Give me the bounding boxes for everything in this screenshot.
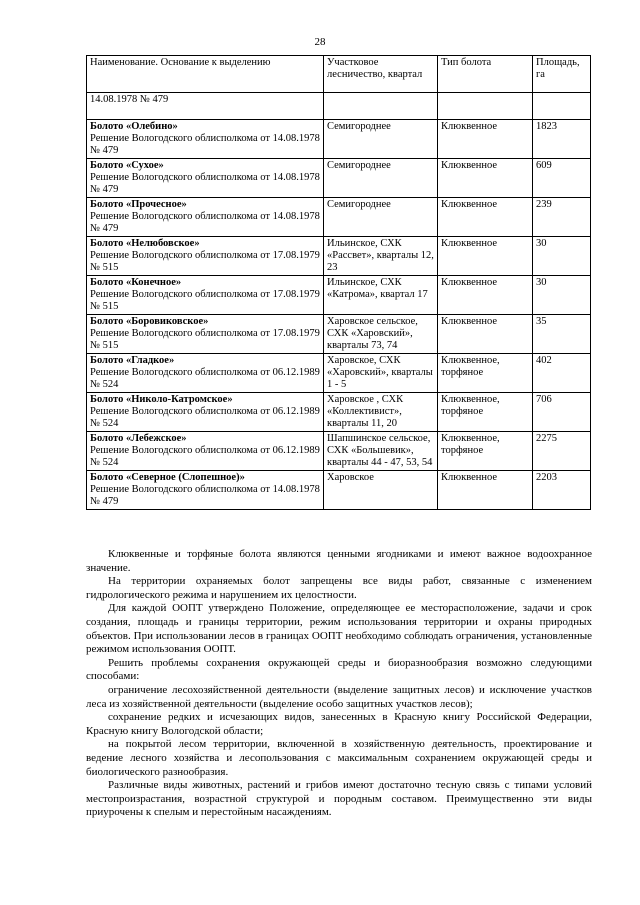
table-row xyxy=(87,276,591,315)
paragraph: Для каждой ООПТ утверждено Положение, определяющее ее месторасположение, задачи и срок создания, площадь и границы территории, режим использования территории и охраны природных объектов. При использовании лесов в границах ООПТ необходимо соблюдать ограничения, установленные режимом использования ООПТ. xyxy=(86,602,592,656)
bog-type-cell: Клюквенное xyxy=(438,471,533,510)
bog-basis: Решение Вологодского облисполкома от 17.08.1979 № 515 xyxy=(90,289,320,312)
area-cell: 2275 xyxy=(533,432,591,471)
bog-basis: Решение Вологодского облисполкома от 06.12.1989 № 524 xyxy=(90,406,320,429)
bog-name: Болото «Боровиковское» xyxy=(90,316,209,327)
bog-type-cell: Клюквенное xyxy=(438,120,533,159)
bog-basis: Решение Вологодского облисполкома от 14.08.1978 № 479 xyxy=(90,484,320,507)
bog-name-cell xyxy=(87,159,324,198)
table-row xyxy=(87,432,591,471)
bog-basis: Решение Вологодского облисполкома от 06.12.1989 № 524 xyxy=(90,367,320,390)
bog-type-cell: Клюквенное, торфяное xyxy=(438,354,533,393)
bog-name-cell xyxy=(87,120,324,159)
bog-basis: Решение Вологодского облисполкома от 17.08.1979 № 515 xyxy=(90,328,320,351)
paragraph: Клюквенные и торфяные болота являются ценными ягодниками и имеют важное водоохранное значение. xyxy=(86,548,592,574)
table-row xyxy=(87,315,591,354)
bog-name-cell xyxy=(87,315,324,354)
area-cell: 30 xyxy=(533,276,591,315)
bog-type-cell: Клюквенное xyxy=(438,276,533,315)
bog-name-cell xyxy=(87,237,324,276)
header-type: Тип болота xyxy=(438,56,533,93)
area-cell: 402 xyxy=(533,354,591,393)
table-row-continuation xyxy=(87,93,591,120)
table-row xyxy=(87,237,591,276)
forestry-cell: Харовское, СХК «Харовский», кварталы 1 - 5 xyxy=(324,354,438,393)
area-cell: 2203 xyxy=(533,471,591,510)
bog-name: Болото «Николо-Катромское» xyxy=(90,394,233,405)
forestry-cell: Семигороднее xyxy=(324,198,438,237)
forestry-cell: Ильинское, СХК «Рассвет», кварталы 12, 23 xyxy=(324,237,438,276)
bog-type-cell: Клюквенное xyxy=(438,315,533,354)
bog-name-cell xyxy=(87,471,324,510)
bog-type-cell: Клюквенное xyxy=(438,237,533,276)
forestry-cell: Семигороднее xyxy=(324,120,438,159)
table-header-row xyxy=(87,56,591,93)
forestry-cell: Шапшинское сельское, СХК «Большевик», кварталы 44 - 47, 53, 54 xyxy=(324,432,438,471)
bog-name: Болото «Нелюбовское» xyxy=(90,238,200,249)
bog-basis: Решение Вологодского облисполкома от 14.08.1978 № 479 xyxy=(90,133,320,156)
body-text xyxy=(86,548,592,820)
bog-type-cell: Клюквенное xyxy=(438,198,533,237)
bog-name: Болото «Гладкое» xyxy=(90,355,175,366)
bog-basis: Решение Вологодского облисполкома от 14.08.1978 № 479 xyxy=(90,211,320,234)
bog-basis: Решение Вологодского облисполкома от 14.08.1978 № 479 xyxy=(90,172,320,195)
bog-basis: Решение Вологодского облисполкома от 06.12.1989 № 524 xyxy=(90,445,320,468)
paragraph: Различные виды животных, растений и грибов имеют достаточно тесную связь с типами условий местопроизрастания, возрастной структурой и породным составом. Преимущественно эти виды приурочены к спелым и перестойным насаждениям. xyxy=(86,779,592,819)
bog-type-cell: Клюквенное, торфяное xyxy=(438,432,533,471)
area-cell: 1823 xyxy=(533,120,591,159)
bog-basis: Решение Вологодского облисполкома от 17.08.1979 № 515 xyxy=(90,250,320,273)
bog-name: Болото «Прочесное» xyxy=(90,199,187,210)
table-row xyxy=(87,198,591,237)
forestry-cell: Харовское xyxy=(324,471,438,510)
forestry-cell: Ильинское, СХК «Катрома», квартал 17 xyxy=(324,276,438,315)
bog-name-cell xyxy=(87,198,324,237)
bog-name-cell xyxy=(87,393,324,432)
bog-name-cell xyxy=(87,432,324,471)
forestry-cell: Семигороднее xyxy=(324,159,438,198)
table-row xyxy=(87,120,591,159)
bog-name: Болото «Олебино» xyxy=(90,121,178,132)
bog-type-cell: Клюквенное, торфяное xyxy=(438,393,533,432)
area-cell: 35 xyxy=(533,315,591,354)
bog-type-cell: Клюквенное xyxy=(438,159,533,198)
paragraph: на покрытой лесом территории, включенной в хозяйственную деятельность, проектирование и ведение лесного хозяйства и лесопользования с максимальным сохранением окружающей среды и биологического разнообразия. xyxy=(86,738,592,778)
area-cell: 706 xyxy=(533,393,591,432)
bog-name: Болото «Лебежское» xyxy=(90,433,187,444)
header-name: Наименование. Основание к выделению xyxy=(87,56,324,93)
table-row xyxy=(87,159,591,198)
header-area: Площадь, га xyxy=(533,56,591,93)
area-cell: 239 xyxy=(533,198,591,237)
paragraph: На территории охраняемых болот запрещены все виды работ, связанные с изменением гидрологического режима и нарушением их целостности. xyxy=(86,575,592,601)
header-forestry: Участковое лесничество, квартал xyxy=(324,56,438,93)
table-row xyxy=(87,471,591,510)
continuation-cell: 14.08.1978 № 479 xyxy=(87,93,324,120)
area-cell: 609 xyxy=(533,159,591,198)
forestry-cell: Харовское , СХК «Коллективист», кварталы 11, 20 xyxy=(324,393,438,432)
paragraph: сохранение редких и исчезающих видов, занесенных в Красную книгу Российской Федерации, Красную книгу Вологодской области; xyxy=(86,711,592,737)
bog-name-cell xyxy=(87,276,324,315)
bog-name: Болото «Конечное» xyxy=(90,277,182,288)
page-number: 28 xyxy=(314,36,326,48)
paragraph: ограничение лесохозяйственной деятельности (выделение защитных лесов) и исключение участков леса из хозяйственной деятельности (выделение особо защитных участков лесов); xyxy=(86,683,592,710)
bog-name-cell xyxy=(87,354,324,393)
area-cell: 30 xyxy=(533,237,591,276)
paragraph: Решить проблемы сохранения окружающей среды и биоразнообразия возможно следующими способами: xyxy=(86,656,592,683)
bog-name: Болото «Сухое» xyxy=(90,160,164,171)
forestry-cell: Харовское сельское, СХК «Харовский», кварталы 73, 74 xyxy=(324,315,438,354)
bog-name: Болото «Северное (Слопешное)» xyxy=(90,472,245,483)
bog-table xyxy=(86,55,591,510)
table-row xyxy=(87,393,591,432)
table-row xyxy=(87,354,591,393)
